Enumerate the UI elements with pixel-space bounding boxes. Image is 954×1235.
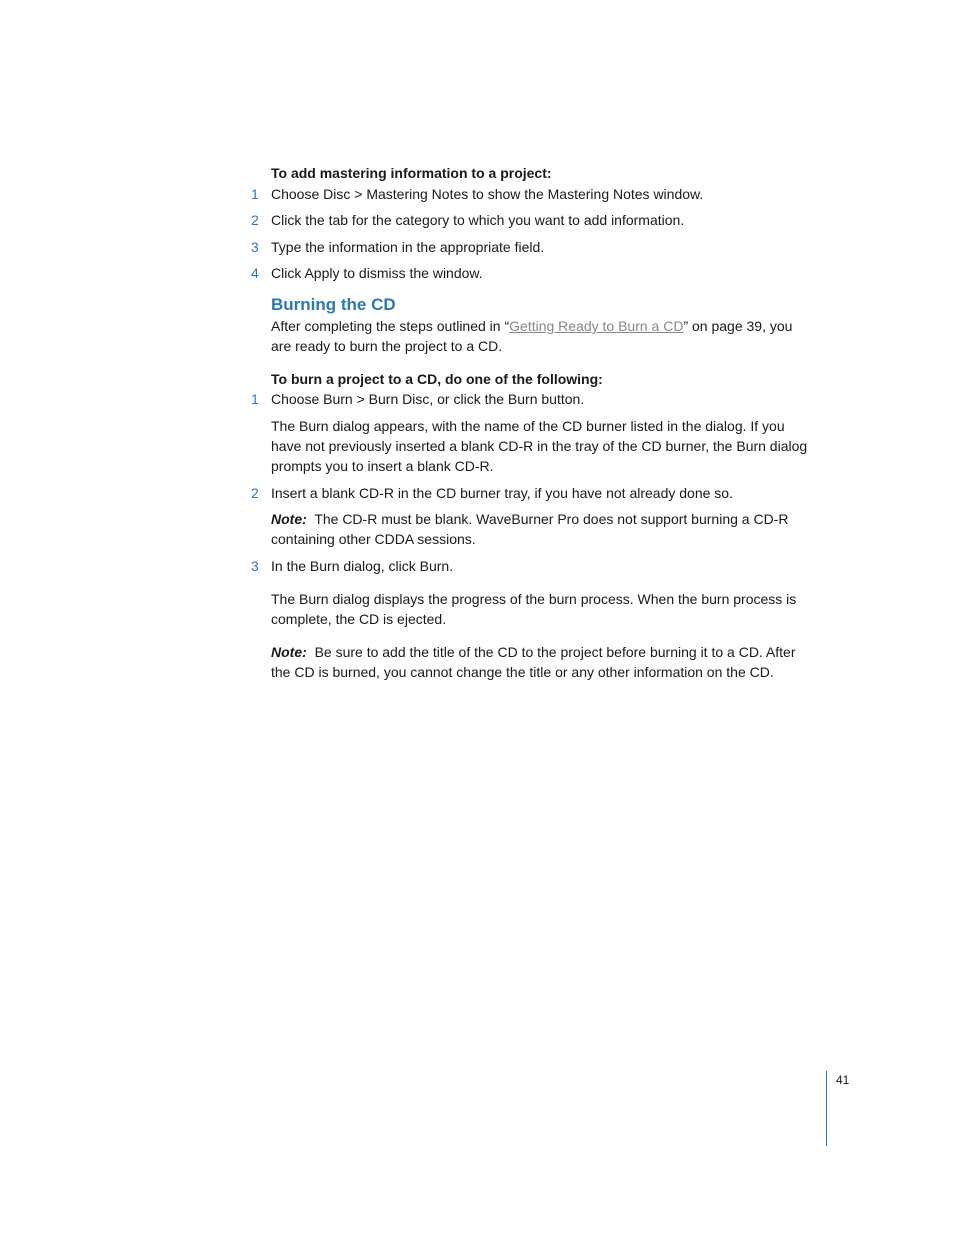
section-heading: Burning the CD — [271, 295, 396, 314]
step-detail-paragraph — [271, 589, 831, 629]
step-text: Insert a blank CD-R in the CD burner tray, if you have not already done so. — [271, 485, 733, 501]
step-detail-paragraph — [271, 416, 831, 476]
step-text: In the Burn dialog, click Burn. — [271, 558, 454, 574]
note-paragraph — [271, 509, 831, 549]
paragraph-line: The Burn dialog appears, with the name of the CD burner listed in the dialog. If you — [271, 418, 785, 434]
step-text: Type the information in the appropriate field. — [271, 239, 545, 255]
step-number: 1 — [251, 186, 259, 202]
page-number: 41 — [836, 1073, 850, 1087]
intro-paragraph-line: are ready to burn the project to a CD. — [271, 338, 503, 354]
cross-reference-link[interactable]: Getting Ready to Burn a CD — [509, 318, 684, 334]
intro-paragraph-line — [271, 316, 831, 336]
note-paragraph — [271, 642, 831, 682]
page-margin-rule — [826, 1071, 827, 1146]
step-text: Click the tab for the category to which you want to add information. — [271, 212, 685, 228]
step-text: Choose Burn > Burn Disc, or click the Burn button. — [271, 391, 585, 407]
note-label: Note: — [271, 511, 307, 527]
paragraph-line: prompts you to insert a blank CD-R. — [271, 458, 494, 474]
step-number: 3 — [251, 239, 259, 255]
step-text: Click Apply to dismiss the window. — [271, 265, 483, 281]
note-label: Note: — [271, 644, 307, 660]
step-number: 2 — [251, 212, 259, 228]
step-number: 1 — [251, 391, 259, 407]
note-text: The CD-R must be blank. WaveBurner Pro does not support burning a CD-R — [314, 511, 789, 527]
text-segment: After completing the steps outlined in “ — [271, 318, 510, 334]
step-text: Choose Disc > Mastering Notes to show the Mastering Notes window. — [271, 186, 704, 202]
step-number: 3 — [251, 558, 259, 574]
note-text: Be sure to add the title of the CD to the project before burning it to a CD. After — [314, 644, 796, 660]
paragraph-line: complete, the CD is ejected. — [271, 611, 447, 627]
paragraph-line: the CD is burned, you cannot change the title or any other information on the CD. — [271, 664, 774, 680]
paragraph-line: have not previously inserted a blank CD-R in the tray of the CD burner, the Burn dialog — [271, 438, 808, 454]
intro-paragraph — [271, 316, 831, 356]
step-number: 2 — [251, 485, 259, 501]
paragraph-line — [271, 509, 831, 529]
procedure-intro-mastering: To add mastering information to a project: — [271, 165, 552, 181]
paragraph-line: containing other CDDA sessions. — [271, 531, 476, 547]
text-segment: ” on page 39, you — [683, 318, 793, 334]
paragraph-line: The Burn dialog displays the progress of the burn process. When the burn process is — [271, 591, 797, 607]
step-number: 4 — [251, 265, 259, 281]
procedure-intro-burn: To burn a project to a CD, do one of the following: — [271, 371, 603, 387]
paragraph-line — [271, 642, 831, 662]
